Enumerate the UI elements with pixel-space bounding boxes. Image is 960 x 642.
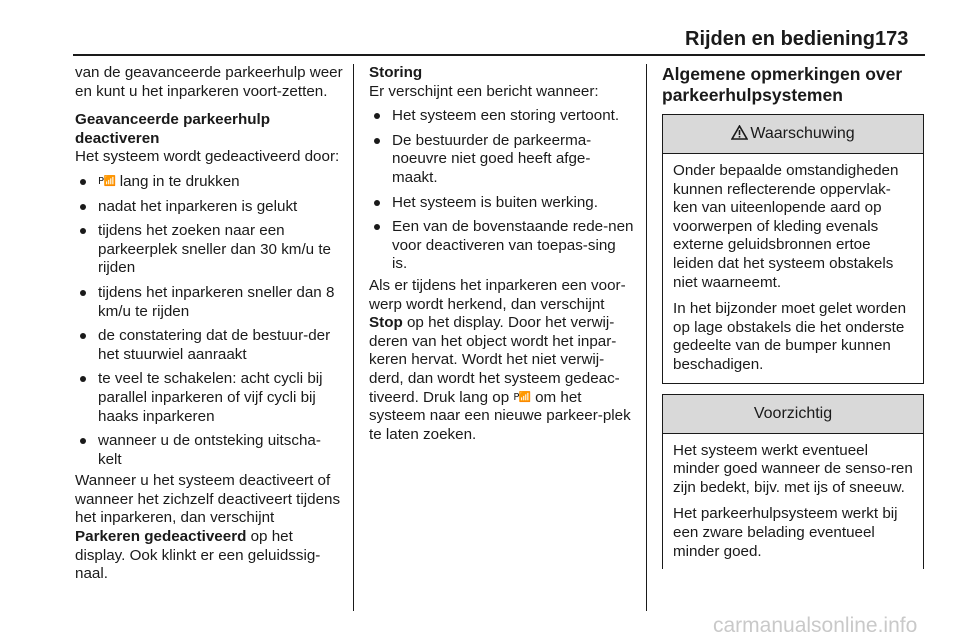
warning-text: Onder bepaalde omstandigheden kunnen reflecterende oppervlak-ken van uiteenlopende aard op voorwerpen of kleding evenals externe geluidsbronnen ertoe leiden dat het systeem obstakels niet waarneemt. — [673, 162, 899, 291]
display-message-stop: Stop — [369, 314, 403, 332]
warning-text: In het bijzonder moet gelet worden op lage obstakels die het onderste gedeelte van de bumper kunnen beschadigen. — [673, 300, 907, 373]
closing-paragraph: Wanneer u het systeem deactiveert of wanneer het zichzelf deactiveert tijdens het inparkeren, dan verschijnt Parkeren gedeactiveerd op het display. Ook klinkt er een geluidssig-naal. — [75, 472, 341, 583]
column-divider-1 — [353, 64, 354, 611]
caution-box-header — [663, 395, 923, 434]
caution-box-body — [663, 434, 923, 570]
list-item: De bestuurder de parkeerma-noeuvre niet goed heeft afge-maakt. — [369, 132, 635, 188]
deactivate-intro: Het systeem wordt gedeactiveerd door: — [75, 148, 340, 166]
column-middle — [369, 64, 635, 444]
deactivate-list — [75, 173, 343, 469]
fault-intro: Er verschijnt een bericht wanneer: — [369, 82, 599, 100]
list-item: tijdens het inparkeren sneller dan 8 km/u te rijden — [75, 284, 343, 321]
page-number: 173 — [875, 28, 909, 50]
warning-box-header — [663, 115, 923, 154]
column-right — [662, 64, 924, 579]
header-rule — [73, 54, 925, 56]
column-left — [75, 64, 343, 584]
watermark: carmanualsonline.info — [713, 614, 918, 637]
caution-title: Voorzichtig — [753, 404, 833, 422]
section-heading-deactivate: Geavanceerde parkeerhulp deactiveren — [75, 111, 271, 147]
fault-list — [369, 107, 635, 274]
warning-title: Waarschuwing — [750, 125, 855, 142]
section-heading-general: Algemene opmerkingen over parkeerhulpsystemen — [662, 64, 903, 105]
list-item: Het systeem een storing vertoont. — [369, 107, 635, 126]
list-item — [75, 173, 343, 192]
intro-paragraph: van de geavanceerde parkeerhulp weer en kunt u het inparkeren voort-zetten. — [75, 64, 343, 100]
display-message-deactivated: Parkeren gedeactiveerd — [75, 528, 247, 546]
parking-assist-icon: P📶 — [98, 175, 116, 187]
list-item: de constatering dat de bestuur-der het stuurwiel aanraakt — [75, 327, 343, 364]
warning-box — [662, 114, 924, 384]
caution-text: Het systeem werkt eventueel minder goed wanneer de senso-ren zijn bedekt, bijv. met ijs of sneeuw. — [673, 441, 913, 496]
warning-triangle-icon — [731, 125, 748, 140]
list-item: Het systeem is buiten werking. — [369, 194, 635, 213]
list-item: te veel te schakelen: acht cycli bij parallel inparkeren of vijf cycli bij haaks inparkeren — [75, 370, 343, 426]
obstacle-paragraph: Als er tijdens het inparkeren een voor-werp wordt herkend, dan verschijnt Stop op het display. Door het verwij-deren van het object wordt het inpar-keren hervat. Wordt het niet verwij-derd, dan wordt het systeem gedeac-tiveerd. Druk lang op P📶 om het systeem naar een nieuwe parkeer-plek te laten zoeken. — [369, 276, 631, 443]
list-item: wanneer u de ontsteking uitscha-kelt — [75, 432, 343, 469]
page-header-title: Rijden en bediening — [685, 28, 876, 50]
caution-box — [662, 394, 924, 570]
column-divider-2 — [646, 64, 647, 611]
warning-box-body — [663, 154, 923, 383]
list-item: tijdens het zoeken naar een parkeerplek sneller dan 30 km/u te rijden — [75, 222, 343, 278]
parking-assist-icon: P📶 — [513, 391, 531, 403]
caution-text: Het parkeerhulpsysteem werkt bij een zware belading eventueel minder goed. — [673, 505, 898, 560]
list-item-text: lang in te drukken — [119, 172, 240, 190]
section-heading-fault: Storing — [369, 64, 423, 81]
list-item: Een van de bovenstaande rede-nen voor deactiveren van toepas-sing is. — [369, 218, 635, 274]
list-item: nadat het inparkeren is gelukt — [75, 198, 343, 217]
